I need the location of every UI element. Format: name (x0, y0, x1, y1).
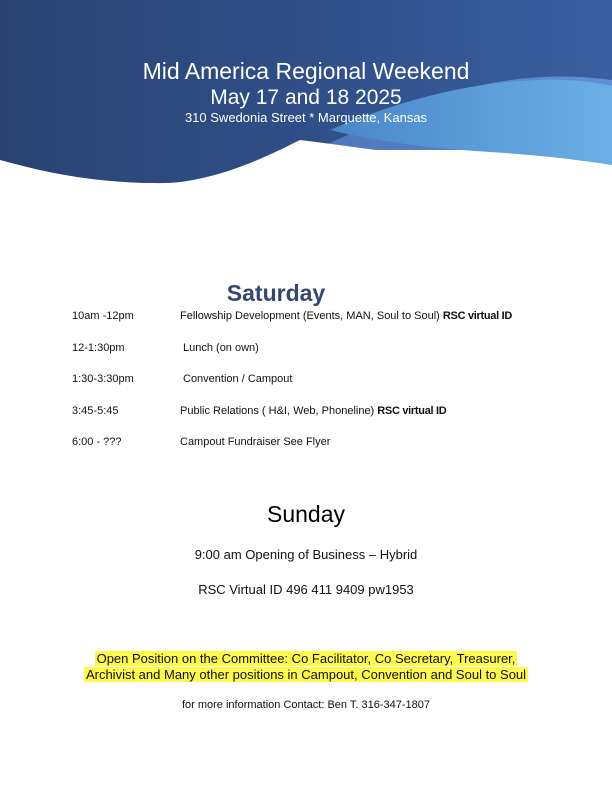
schedule-desc: Public Relations ( H&I, Web, Phoneline) RSC virtual ID (180, 404, 447, 417)
schedule-row (72, 373, 592, 405)
rsc-virtual-id-tag: RSC virtual ID (377, 404, 447, 417)
schedule-row (72, 342, 592, 374)
event-title: Mid America Regional Weekend (142, 58, 470, 84)
schedule-time: 10am -12pm (72, 310, 134, 322)
schedule-desc: Convention / Campout (183, 373, 293, 385)
saturday-heading: Saturday (226, 280, 326, 306)
open-positions-notice-line-2: Archivist and Many other positions in Campout, Convention and Soul to Soul (85, 667, 527, 682)
sunday-virtual-id-line: RSC Virtual ID 496 411 9409 pw1953 (198, 582, 414, 597)
schedule-row (72, 436, 592, 468)
schedule-time: 3:45-5:45 (72, 404, 119, 417)
contact-info: for more information Contact: Ben T. 316-347-1807 (181, 699, 431, 711)
event-address: 310 Swedonia Street * Marquette, Kansas (184, 110, 428, 125)
sunday-heading: Sunday (266, 501, 345, 527)
schedule-desc: Campout Fundraiser See Flyer (180, 436, 331, 448)
schedule-desc: Lunch (on own) (183, 341, 259, 354)
event-dates: May 17 and 18 2025 (210, 86, 402, 109)
sunday-opening-line: 9:00 am Opening of Business – Hybrid (194, 547, 418, 562)
open-positions-notice-line-1: Open Position on the Committee: Co Facilitator, Co Secretary, Treasurer, (96, 651, 516, 666)
schedule-row (72, 310, 592, 342)
saturday-schedule (72, 310, 592, 468)
rsc-virtual-id-tag: RSC virtual ID (442, 310, 513, 322)
schedule-desc: Fellowship Development (Events, MAN, Soul to Soul) RSC virtual ID (180, 310, 513, 322)
schedule-time: 12-1:30pm (72, 341, 125, 354)
schedule-time: 1:30-3:30pm (72, 373, 134, 385)
schedule-row (72, 405, 592, 437)
schedule-time: 6:00 - ??? (72, 436, 122, 448)
